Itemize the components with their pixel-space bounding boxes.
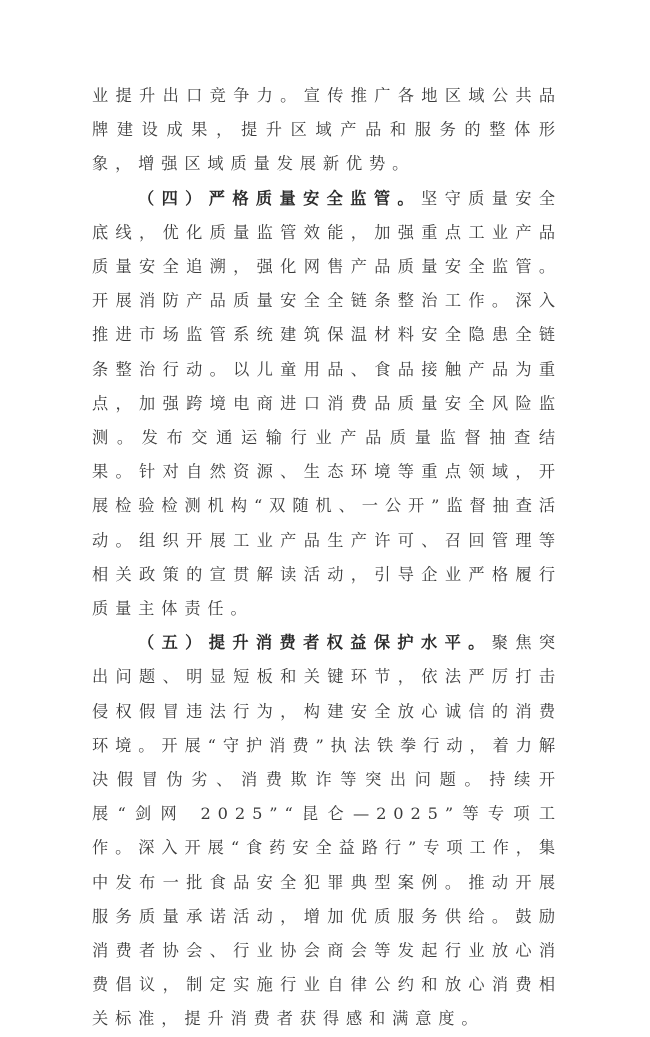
document-body [92, 79, 562, 1037]
paragraph-text: 坚守质量安全底线，优化质量监管效能，加强重点工业产品质量安全追溯，强化网售产品质量安全监管。开展消防产品质量安全全链条整治工作。深入推进市场监管系统建筑保温材料安全隐患全链条整治行动。以儿童用品、食品接触产品为重点，加强跨境电商进口消费品质量安全风险监测。发布交通运输行业产品质量监督抽查结果。针对自然资源、生态环境等重点领域，开展检验检测机构“双随机、一公开”监督抽查活动。组织开展工业产品生产许可、召回管理等相关政策的宣贯解读活动，引导企业严格履行质量主体责任。 [92, 188, 562, 619]
paragraph-section-5 [92, 626, 562, 1036]
paragraph-continuation [92, 79, 562, 182]
paragraph-text: 业提升出口竞争力。宣传推广各地区域公共品牌建设成果，提升区域产品和服务的整体形象，增强区域质量发展新优势。 [92, 86, 562, 174]
paragraph-text: 聚焦突出问题、明显短板和关键环节，依法严厉打击侵权假冒违法行为，构建安全放心诚信的消费环境。开展“守护消费”执法铁拳行动，着力解决假冒伪劣、消费欺诈等突出问题。持续开展“剑网 2025”“昆仑—2025”等专项工作。深入开展“食药安全益路行”专项工作，集中发布一批食品安全犯罪典型案例。推动开展服务质量承诺活动，增加优质服务供给。鼓励消费者协会、行业协会商会等发起行业放心消费倡议，制定实施行业自律公约和放心消费相关标准，提升消费者获得感和满意度。 [92, 633, 563, 1029]
paragraph-section-4 [92, 182, 562, 627]
section-heading-4: （四）严格质量安全监管。 [138, 188, 421, 208]
section-heading-5: （五）提升消费者权益保护水平。 [138, 633, 492, 653]
